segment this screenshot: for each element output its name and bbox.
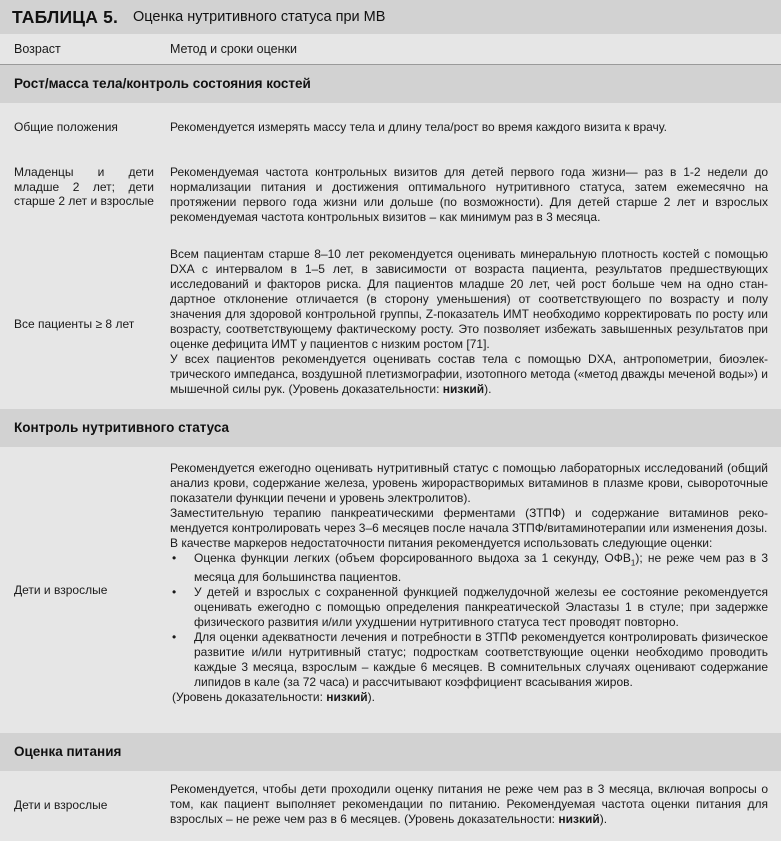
table-title xyxy=(0,0,781,34)
list-item: • Для оценки адекватности лечения и потребности в ЗТПФ рекомендуется контролировать физическое развитие и/или нутритивный статус; подросткам соответствующие оценки необходимо проводить каждые 3 месяца, взрослым – каждые 6 месяцев. В сомнительных случаях оценивают содержание липидов в кале (за 72 часа) и рассчитывают коэффициент всасывания жиров. xyxy=(170,630,768,690)
column-header-age: Возраст xyxy=(14,42,61,56)
paragraph-body-composition: У всех пациентов рекомендуется оценивать состав тела с помощью DXA, антропометрии, биоэлектрического импеданса, воздушной плетизмографии, изотопного метода («метод дважды меченой воды») и мышечной силы рук. (Уровень доказательности: низкий). xyxy=(170,352,768,396)
table-caption: Оценка нутритивного статуса при МВ xyxy=(133,9,386,25)
row-text-nutrition-control xyxy=(170,461,768,705)
evidence-level: низкий xyxy=(442,382,485,396)
table-header xyxy=(0,34,781,65)
row-text-diet-assessment: Рекомендуется, чтобы дети проходили оценку питания не реже чем раз в 3 месяца, включая вопросы о том, как пациент выполняет рекомендации по питанию. Рекомендуемая частота оценки питания для взрослых – не реже чем раз в 6 месяцев. (Уровень доказательности: низкий). xyxy=(170,782,768,826)
list-item: • У детей и взрослых с сохраненной функцией поджелудочной железы ее состояние рекомендуется оценивать ежегодно с помощью определения панкреатической Эластазы 1 в стуле; при задержке физического развития и/или ухудшении нутритивного статуса тест проводят повторно. xyxy=(170,585,768,630)
section-heading-growth: Рост/масса тела/контроль состояния костей xyxy=(0,65,781,103)
paragraph-markers: В качестве маркеров недостаточности питания рекомендуется использовать следующие оценки: xyxy=(170,536,713,550)
markers-list xyxy=(170,551,768,690)
evidence-level-note: (Уровень доказательности: низкий). xyxy=(172,690,375,705)
row-text-bone-density xyxy=(170,247,768,397)
section-heading-nutrition-control: Контроль нутритивного статуса xyxy=(0,409,781,447)
paragraph-dxa: Всем пациентам старше 8–10 лет рекомендуется оценивать минеральную плотность костей с помощью DXA с интервалом в 1–5 лет, в зависимости от возраста пациента, результатов предшествующих исследований и факторов риска. Для пациентов младше 20 лет, чей рост больше чем на одно стандартное отклонение отличается (в сторону уменьшения) от соответствующего по возрасту и полу значения для здоровой контрольной группы, Z-показатель ИМТ необходимо корректировать по росту или возрасту, соответствующему фактическому росту. Это позволяет избежать завышенных результатов при оценке дефицита ИМТ у пациентов с низким ростом [71]. xyxy=(170,247,768,351)
evidence-level: низкий xyxy=(326,690,368,705)
list-item: • Оценка функции легких (объем форсированного выдоха за 1 секунду, $ОФВ_1$); не реже чем раз в 3 месяца для большинства пациентов. xyxy=(170,551,768,585)
column-header-method: Метод и сроки оценки xyxy=(170,42,297,56)
row-text-infants: Рекомендуемая частота контрольных визитов для детей первого года жизни— раз в 1-2 недели до нормализации питания и достижения оптимального нутритивного статуса, затем ежемесячно на протяжении первого года жизни или дольше (по возможности). Для детей старше 2 лет и взрослых рекомендуемая частота контрольных визитов – как минимум раз в 3 месяца. xyxy=(170,165,768,224)
row-age-children-adults: Дети и взрослые xyxy=(14,583,108,597)
row-age-infants: Младенцы и дети младше 2 лет; дети старше 2 лет и взрослые xyxy=(14,165,154,209)
row-age-all-patients: Все пациенты ≥ 8 лет xyxy=(14,317,135,331)
evidence-level: низкий xyxy=(558,812,600,826)
paragraph-enzyme-therapy: Заместительную терапию панкреатическими ферментами (ЗТПФ) и содержание витаминов рекомендуется контролировать через 3–6 месяцев после начала ЗТПФ/витаминотерапии или изменения дозы. xyxy=(170,506,768,535)
paragraph-lab-tests: Рекомендуется ежегодно оценивать нутритивный статус с помощью лабораторных исследований (общий анализ крови, содержание железа, уровень жирорастворимых витаминов в плазме крови, сывороточные показатели функции печени и уровень электролитов). xyxy=(170,461,768,505)
section-heading-diet-assessment: Оценка питания xyxy=(0,733,781,771)
row-text-general: Рекомендуется измерять массу тела и длину тела/рост во время каждого визита к врачу. xyxy=(170,120,667,134)
row-age-children-adults-diet: Дети и взрослые xyxy=(14,798,108,812)
row-age-general: Общие положения xyxy=(14,120,118,134)
table-number: ТАБЛИЦА 5. xyxy=(12,7,119,27)
